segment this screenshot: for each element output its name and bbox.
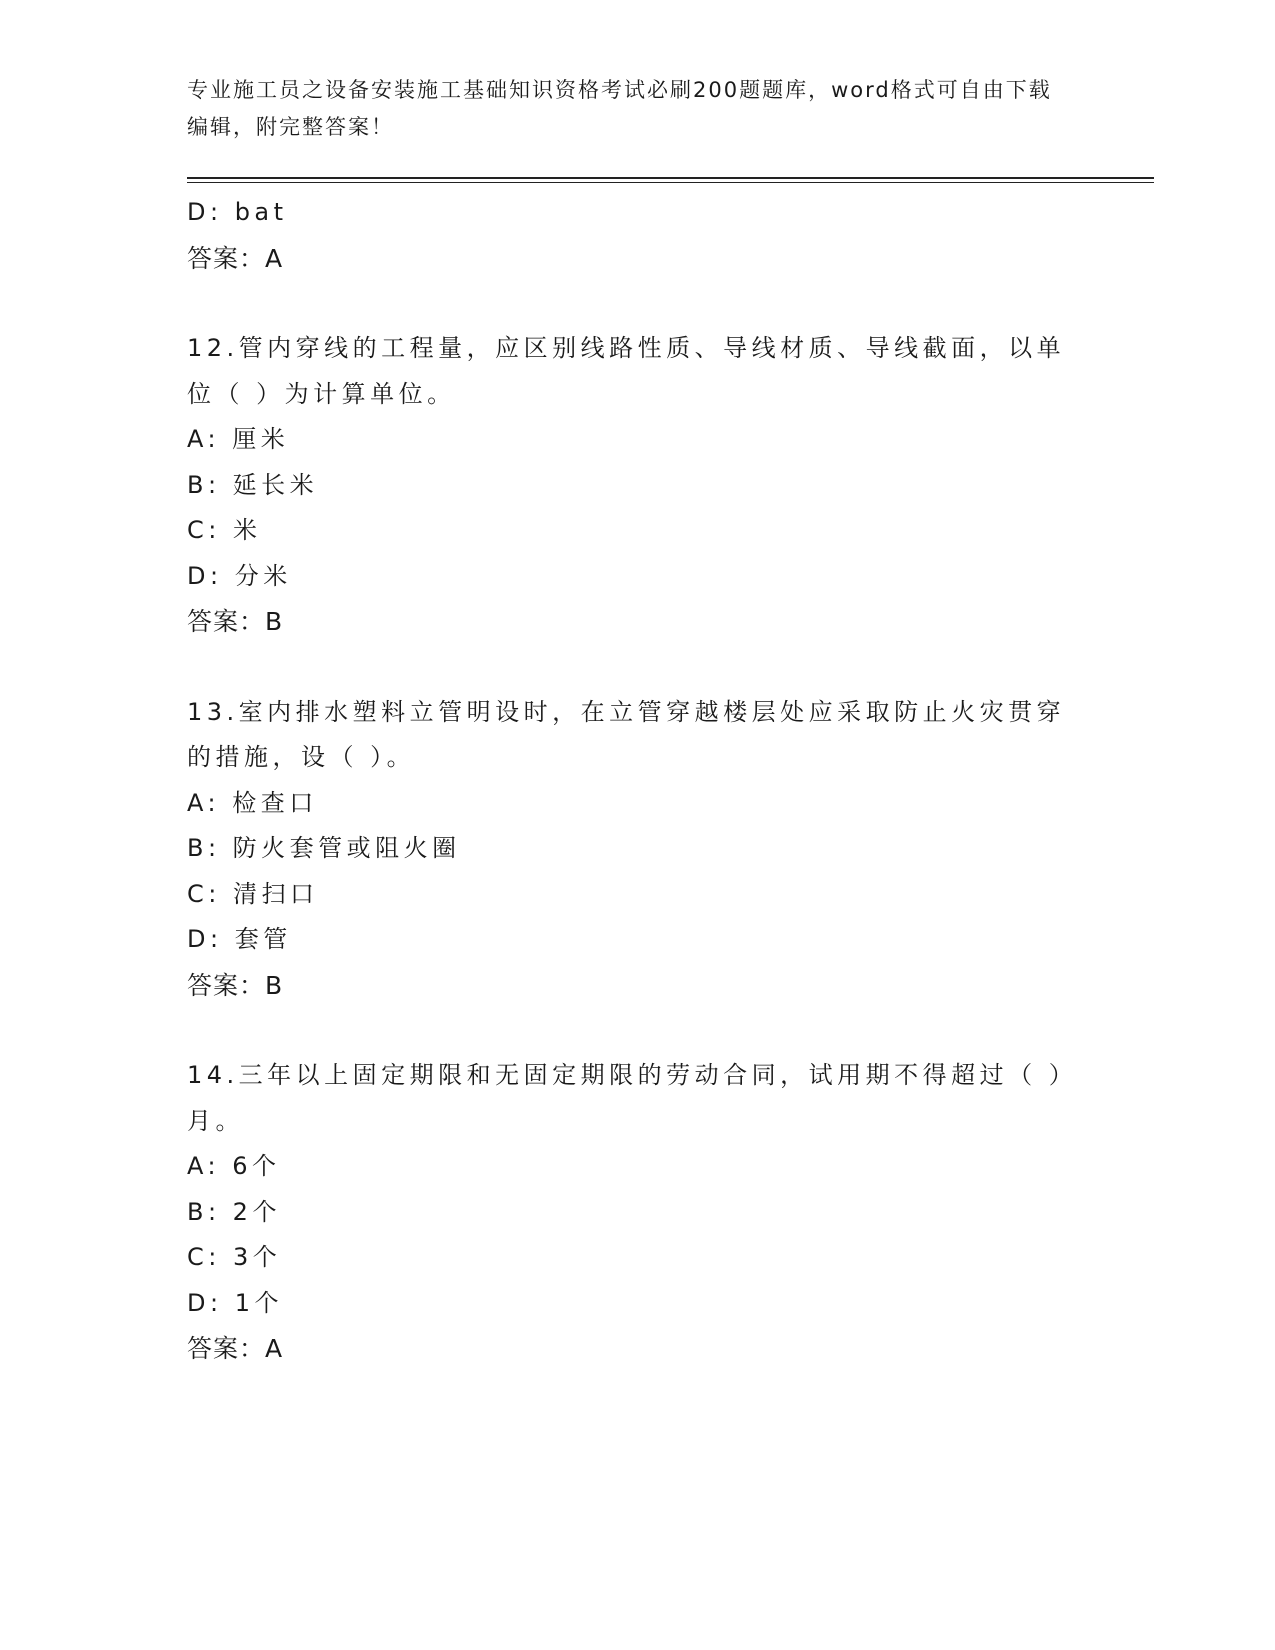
question-14 (187, 1053, 1087, 1372)
question-text: 12.管内穿线的工程量，应区别线路性质、导线材质、导线截面，以单位（ ）为计算单位。 (187, 334, 1066, 408)
option-c: C: 3个 (187, 1243, 282, 1271)
header-rule-thick (187, 177, 1154, 179)
prev-answer: 答案：A (187, 243, 284, 273)
option-a: A: 6个 (187, 1152, 281, 1180)
question-text: 14.三年以上固定期限和无固定期限的劳动合同，试用期不得超过（ ）月。 (187, 1061, 1078, 1135)
option-c: C: 米 (187, 516, 262, 544)
prev-option-d: D: bat (187, 198, 288, 226)
option-b: B: 延长米 (187, 470, 319, 499)
option-d: D: 分米 (187, 561, 292, 590)
question-13 (187, 690, 1087, 1009)
header-rule-thin (187, 182, 1154, 183)
question-12 (187, 326, 1087, 645)
option-d: D: 1个 (187, 1288, 283, 1317)
option-a: A: 检查口 (187, 788, 318, 817)
answer: 答案：B (187, 607, 284, 636)
question-content (187, 190, 1087, 1372)
option-c: C: 清扫口 (187, 879, 319, 908)
answer: 答案：A (187, 1334, 284, 1363)
answer: 答案：B (187, 970, 284, 1000)
question-text: 13.室内排水塑料立管明设时，在立管穿越楼层处应采取防止火灾贯穿的措施，设（ ）。 (187, 697, 1066, 771)
option-b: B: 2个 (187, 1197, 281, 1226)
option-b: B: 防火套管或阻火圈 (187, 834, 461, 862)
option-d: D: 套管 (187, 925, 292, 953)
header-title: 专业施工员之设备安装施工基础知识资格考试必刷200题题库，word格式可自由下载编辑，附完整答案！ (187, 78, 1052, 139)
option-a: A: 厘米 (187, 425, 290, 453)
document-header (187, 72, 1067, 146)
